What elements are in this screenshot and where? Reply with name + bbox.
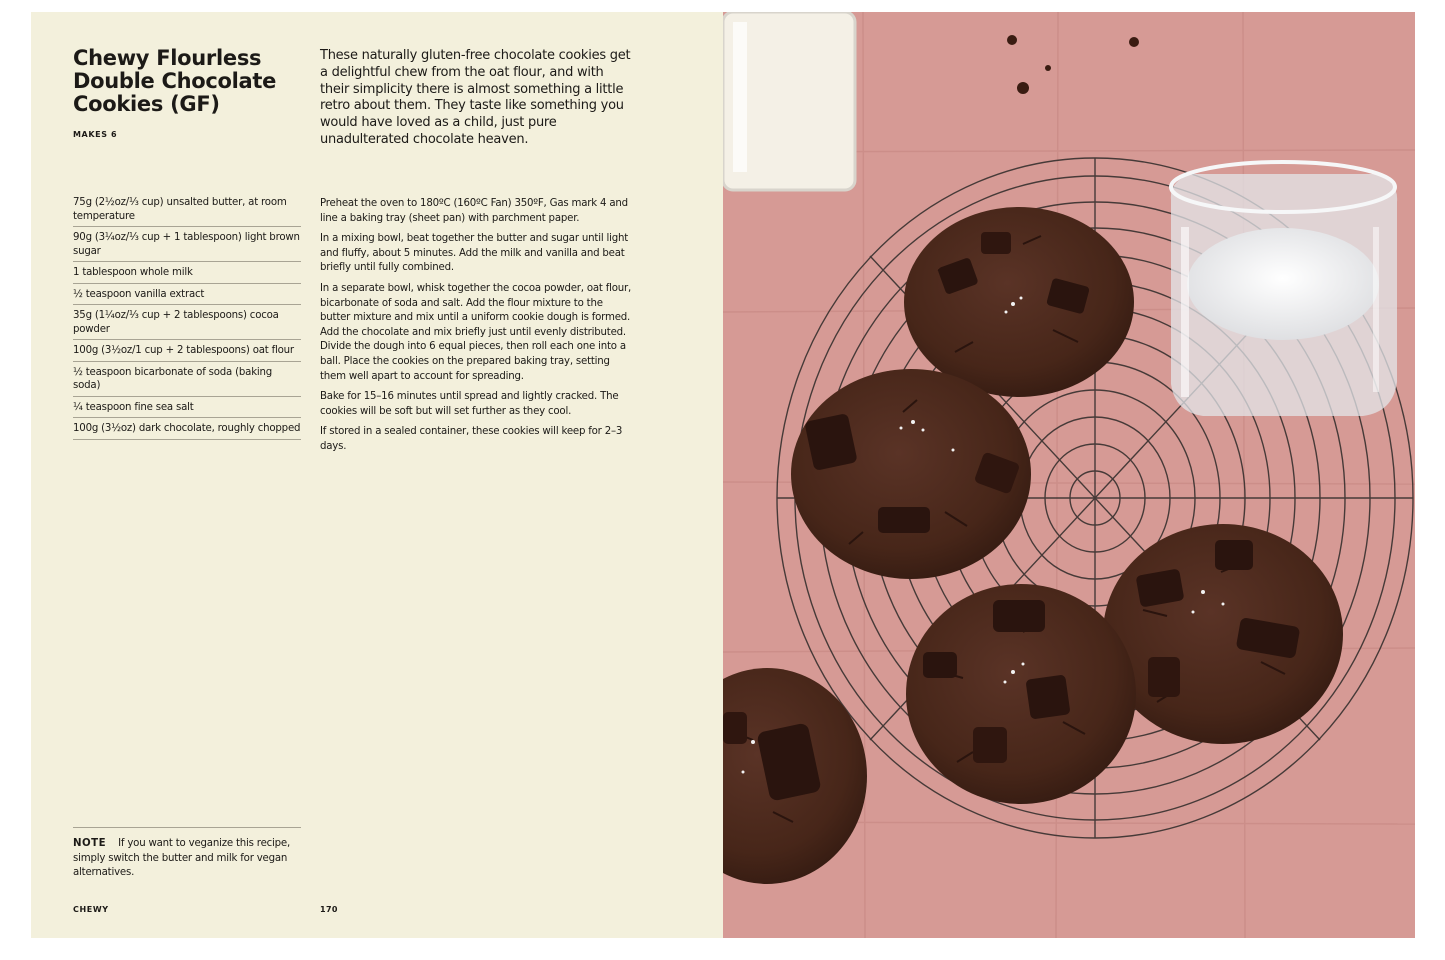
recipe-yield: MAKES 6 — [73, 130, 118, 139]
method-step: If stored in a sealed container, these cookies will keep for 2–3 days. — [320, 426, 623, 452]
ingredient-item: ½ teaspoon bicarbonate of soda (baking soda) — [73, 365, 301, 397]
cookie-photo-illustration — [723, 12, 1415, 938]
recipe-page — [31, 12, 723, 938]
ingredient-item: 75g (2½oz/⅓ cup) unsalted butter, at room temperature — [73, 195, 301, 227]
ingredient-item: 100g (3½oz/1 cup + 2 tablespoons) oat flour — [73, 343, 301, 362]
recipe-note — [73, 827, 301, 881]
note-label: NOTE — [73, 838, 107, 849]
cookie — [1103, 524, 1343, 744]
method-step: In a mixing bowl, beat together the butter and sugar until light and fluffy, about 5 minutes. Add the milk and vanilla and beat briefly until fully combined. — [320, 233, 629, 274]
ingredient-item: 90g (3¼oz/⅓ cup + 1 tablespoon) light brown sugar — [73, 230, 301, 262]
cookie — [904, 207, 1134, 397]
recipe-title: Chewy Flourless Double Chocolate Cookies (GF) — [73, 46, 277, 116]
method-step: Bake for 15–16 minutes until spread and lightly cracked. The cookies will be soft but will set further as they cool. — [320, 391, 619, 417]
ingredient-item: 35g (1¼oz/⅓ cup + 2 tablespoons) cocoa powder — [73, 308, 301, 340]
cookie — [906, 584, 1136, 804]
ingredient-item: ¼ teaspoon fine sea salt — [73, 400, 301, 419]
ingredient-item: ½ teaspoon vanilla extract — [73, 287, 301, 306]
ingredient-item: 1 tablespoon whole milk — [73, 265, 301, 284]
ingredient-item: 100g (3½oz) dark chocolate, roughly chopped — [73, 421, 301, 440]
page-number: 170 — [320, 905, 338, 914]
section-name: CHEWY — [73, 905, 109, 914]
cookie-photo — [723, 12, 1415, 938]
cookie — [791, 369, 1031, 579]
ingredient-list — [73, 195, 301, 443]
method-step: In a separate bowl, whisk together the cocoa powder, oat flour, bicarbonate of soda and salt. Add the flour mixture to the butter mixture and mix until a uniform cookie dough is formed. Add the chocolate and mix briefly just until evenly distributed. Divide the dough into 6 equal pieces, then roll each one into a ball. Place the cookies on the prepared baking tray, setting them well apart to account for spreading. — [320, 282, 632, 382]
method-steps — [320, 197, 632, 461]
salt-jar — [1171, 162, 1397, 416]
milk-glass — [723, 12, 855, 190]
method-step: Preheat the oven to 180ºC (160ºC Fan) 350ºF, Gas mark 4 and line a baking tray (sheet pan) with parchment paper. — [320, 198, 628, 224]
note-text: If you want to veganize this recipe, simply switch the butter and milk for vegan alternatives. — [73, 838, 291, 879]
recipe-intro: These naturally gluten-free chocolate cookies get a delightful chew from the oat flour, and with their simplicity there is almost something a little retro about them. They taste like something you would have loved as a child, just pure unadulterated chocolate heaven. — [320, 48, 631, 147]
